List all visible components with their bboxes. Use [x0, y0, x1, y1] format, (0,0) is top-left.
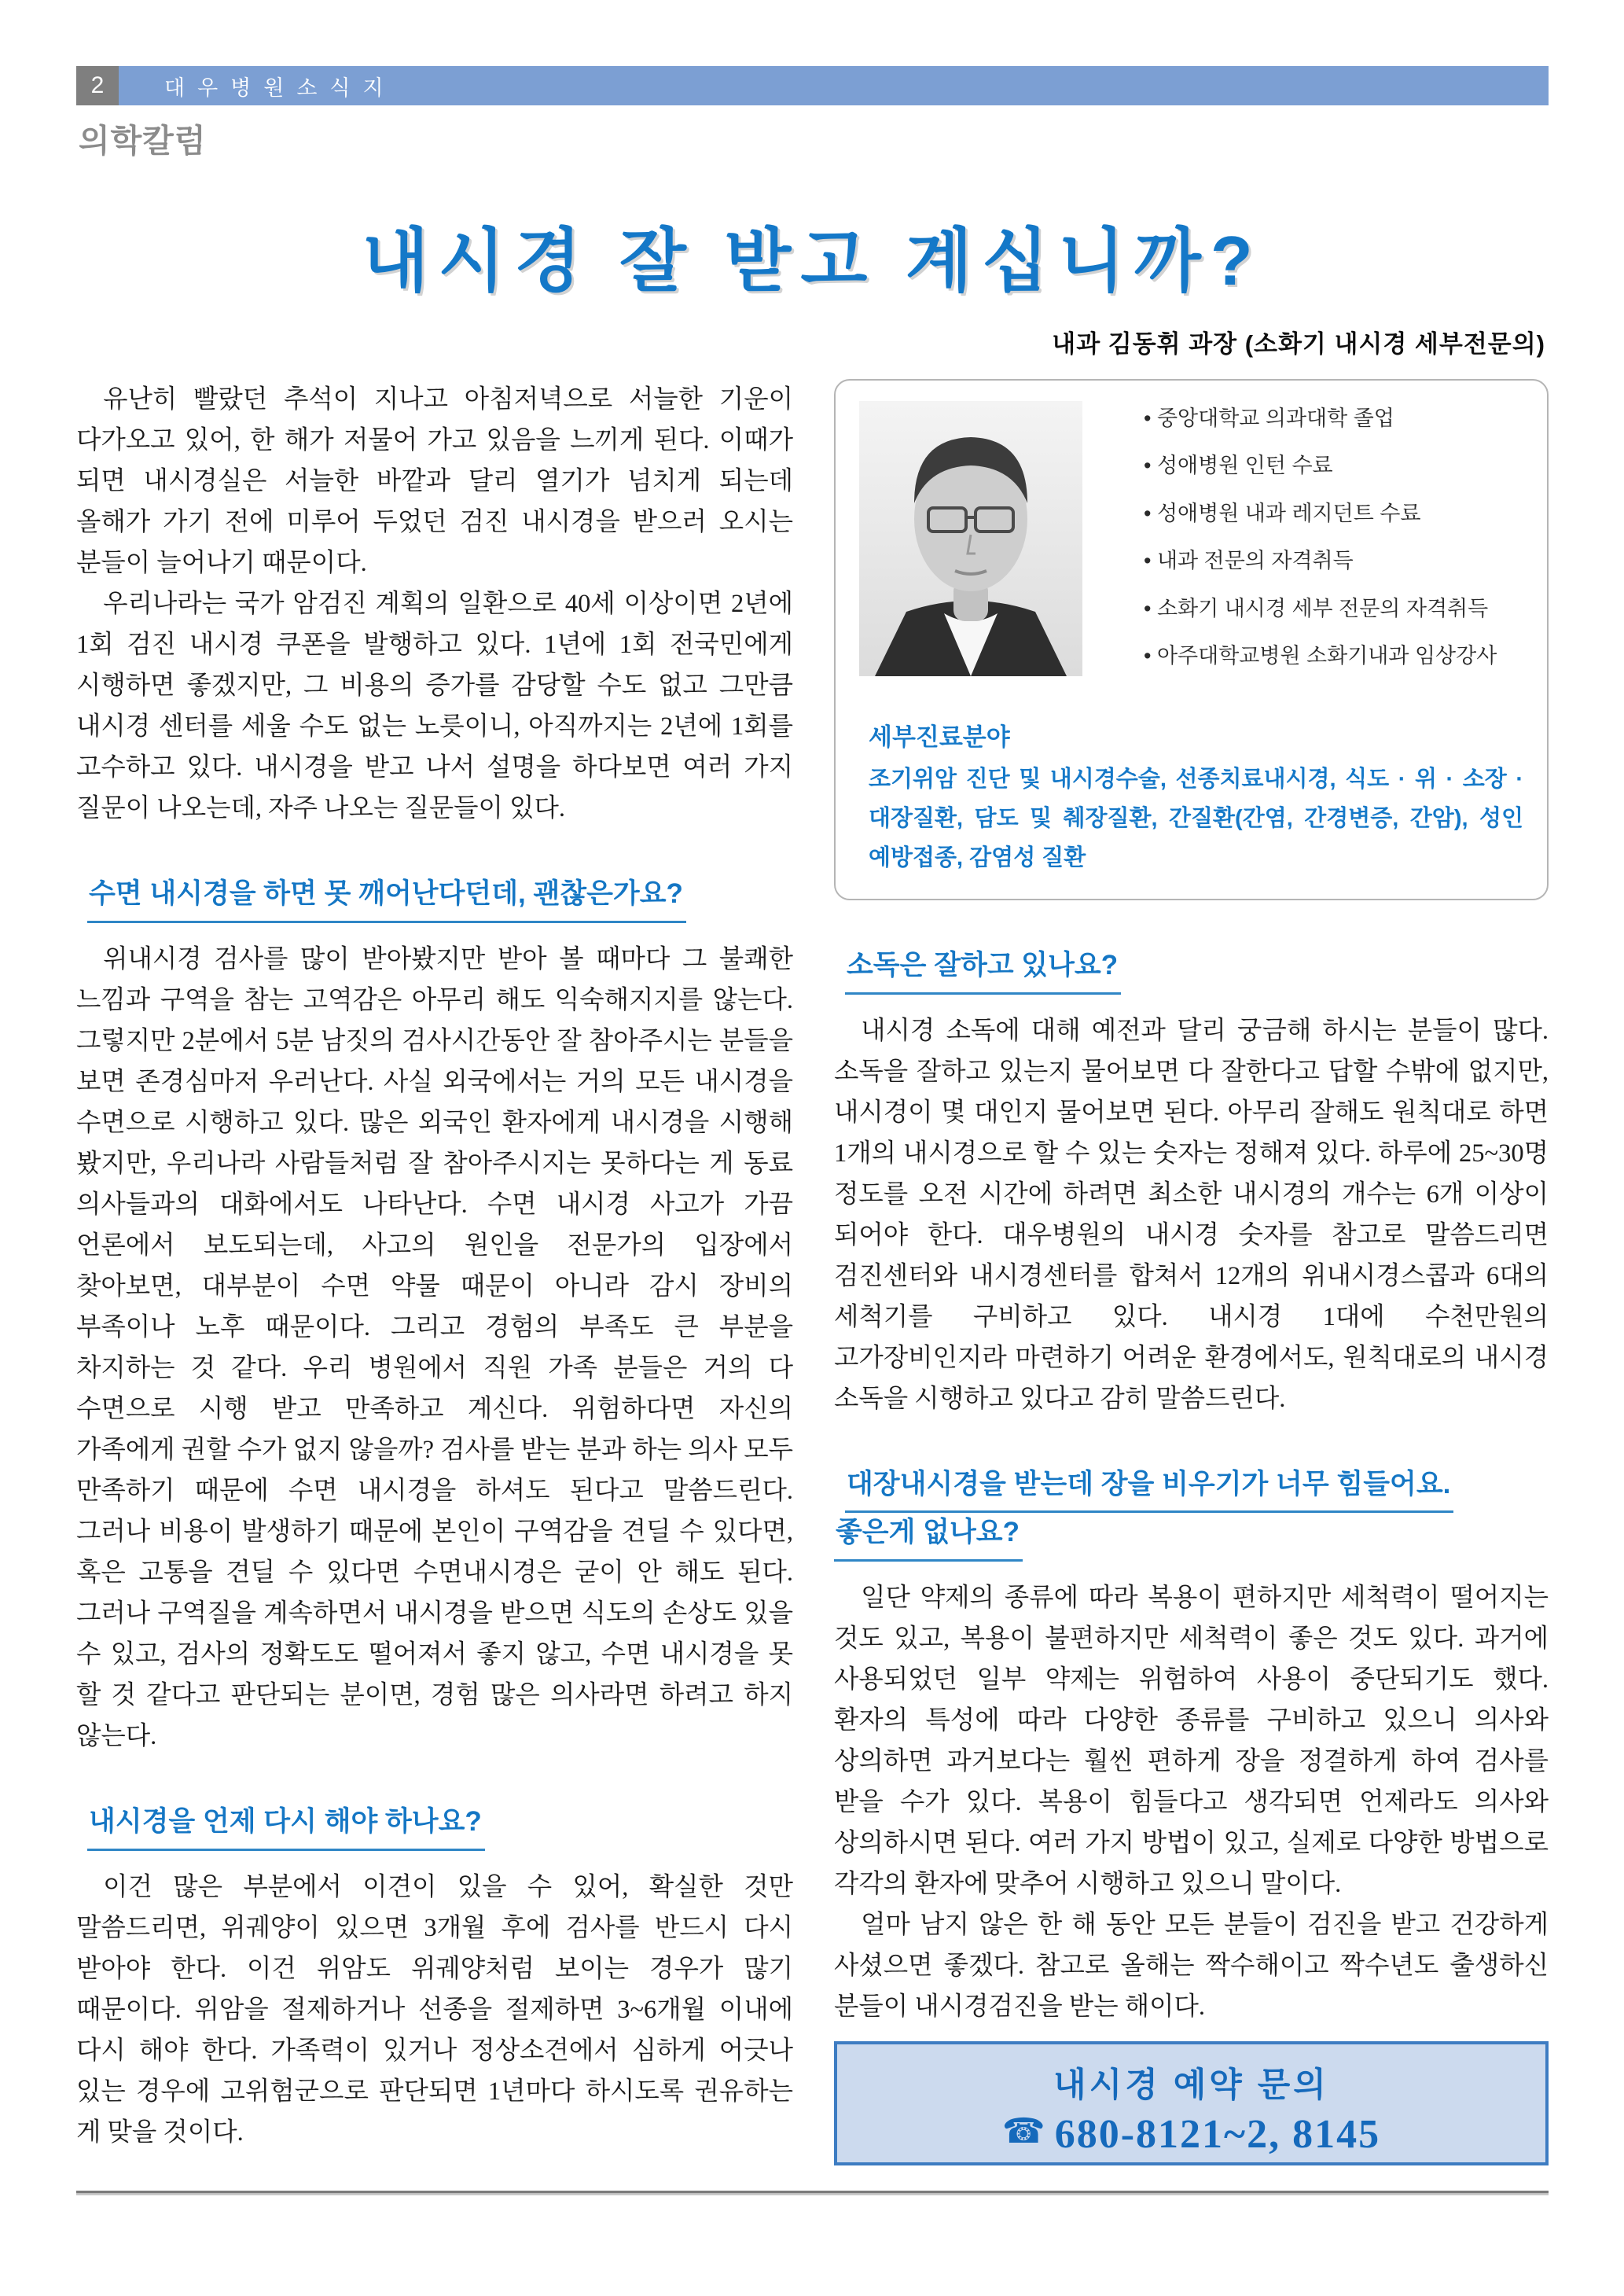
- qa-section-when-repeat: [76, 1802, 793, 2153]
- doctor-profile-box: [834, 379, 1549, 900]
- qa-section-disinfection: [834, 946, 1549, 1419]
- intro-paragraph: 유난히 빨랐던 추석이 지나고 아침저녁으로 서늘한 기운이 다가오고 있어, 한 해가 저물어 가고 있음을 느끼게 된다. 이때가 되면 내시경실은 서늘한 바깥과 달리 열기가 넘치게 되는데 올해가 가기 전에 미루어 두었던 검진 내시경을 받으러 오시는 분들이 늘어나기 때문이다.: [76, 385, 793, 577]
- qa-heading: 대장내시경을 받는데 장을 비우기가 너무 힘들어요. 좋은게 없나요?: [834, 1465, 1549, 1562]
- specialty-block: [859, 717, 1523, 878]
- credential-item: • 내과 전문의 자격취득: [1144, 548, 1497, 573]
- contact-title: 내시경 예약 문의: [1053, 2066, 1329, 2105]
- credential-item: • 성애병원 내과 레지던트 수료: [1144, 501, 1497, 526]
- qa-body: 이건 많은 부분에서 이견이 있을 수 있어, 확실한 것만 말씀드리면, 위궤양이 있으면 3개월 후에 검사를 반드시 다시 받아야 한다. 이건 위암도 위궤양처럼 보이는 경우가 많기 때문이다. 위암을 절제하거나 선종을 절제하면 3~6개월 이내에 다시 해야 한다. 가족력이 있거나 정상소견에서 심하게 어긋나 있는 경우에 고위험군으로 판단되면 1년마다 하시도록 권유하는 게 맞을 것이다.: [76, 1872, 793, 2147]
- specialty-title: 세부진료분야: [869, 723, 1010, 752]
- article-columns: [76, 379, 1549, 2165]
- footer-divider: [76, 2191, 1549, 2195]
- profile-top: [859, 401, 1523, 690]
- credentials-list: [1082, 406, 1497, 690]
- qa-body: 내시경 소독에 대해 예전과 달리 궁금해 하시는 분들이 많다. 소독을 잘하고 있는지 물어보면 다 잘한다고 답할 수밖에 없지만, 내시경이 몇 대인지 물어보면 된다. 아무리 잘해도 원칙대로 하면 1개의 내시경으로 할 수 있는 숫자는 정해져 있다. 하루에 25~30명 정도를 오전 시간에 하려면 최소한 내시경의 개수는 6개 이상이 되어야 한다. 대우병원의 내시경 숫자를 참고로 말씀드리면 검진센터와 내시경센터를 합쳐서 12개의 위내시경스콥과 6대의 세척기를 구비하고 있다. 내시경 1대에 수천만원의 고가장비인지라 마련하기 어려운 환경에서도, 원칙대로의 내시경 소독을 시행하고 있다고 감히 말씀드린다.: [834, 1016, 1549, 1413]
- qa-heading: 소독은 잘하고 있나요?: [834, 946, 1549, 995]
- section-label: 의학칼럼: [79, 123, 207, 159]
- credential-item: • 중앙대학교 의과대학 졸업: [1144, 406, 1497, 431]
- newsletter-title: 대우병원소식지: [164, 75, 396, 100]
- credential-item: • 아주대학교병원 소화기내과 임상강사: [1144, 643, 1497, 668]
- specialty-text: 조기위암 진단 및 내시경수술, 선종치료내시경, 식도 · 위 · 소장 · 대장질환, 담도 및 췌장질환, 간질환(간염, 간경변증, 간암), 성인 예방접종, 감염성 질환: [869, 767, 1523, 871]
- credential-item: • 성애병원 인턴 수료: [1144, 453, 1497, 478]
- qa-heading: 내시경을 언제 다시 해야 하나요?: [76, 1802, 793, 1851]
- header-title-bar: [119, 66, 1549, 105]
- qa-section-sleep-endoscopy: [76, 874, 793, 1757]
- phone-number: 680-8121~2, 8145: [1054, 2112, 1381, 2158]
- qa-heading: 수면 내시경을 하면 못 깨어난다던데, 괜찮은가요?: [76, 874, 793, 923]
- qa-body: 일단 약제의 종류에 따라 복용이 편하지만 세척력이 떨어지는 것도 있고, 복용이 불편하지만 세척력이 좋은 것도 있다. 과거에 사용되었던 일부 약제는 위험하여 사용이 중단되기도 했다. 환자의 특성에 따라 다양한 종류를 구비하고 있으니 의사와 상의하면 과거보다는 훨씬 편하게 장을 정결하게 하여 검사를 받을 수가 있다. 복용이 힘들다고 생각되면 언제라도 의사와 상의하시면 된다. 여러 가지 방법이 있고, 실제로 다양한 방법으로 각각의 환자에 맞추어 시행하고 있으니 말이다.: [834, 1584, 1549, 1899]
- right-column: [834, 379, 1549, 2165]
- contact-phone: [837, 2111, 1545, 2158]
- page-number: 2: [76, 66, 119, 105]
- left-column: [76, 379, 793, 2165]
- byline: 내과 김동휘 과장 (소화기 내시경 세부전문의): [1052, 330, 1545, 358]
- reservation-contact-box: [834, 2041, 1549, 2165]
- intro-paragraph: 우리나라는 국가 암검진 계획의 일환으로 40세 이상이면 2년에 1회 검진 내시경 쿠폰을 발행하고 있다. 1년에 1회 전국민에게 시행하면 좋겠지만, 그 비용의 증가를 감당할 수도 없고 그만큼 내시경 센터를 세울 수도 없는 노릇이니, 아직까지는 2년에 1회를 고수하고 있다. 내시경을 받고 나서 설명을 하다보면 여러 가지 질문이 나오는데, 자주 나오는 질문들이 있다.: [76, 590, 793, 822]
- article-title: 내시경 잘 받고 계십니까?: [362, 222, 1262, 300]
- phone-icon: ☎: [1001, 2111, 1047, 2152]
- qa-body: 위내시경 검사를 많이 받아봤지만 받아 볼 때마다 그 불쾌한 느낌과 구역을 참는 고역감은 아무리 해도 익숙해지지를 않는다. 그렇지만 2분에서 5분 남짓의 검사시간동안 잘 참아주시는 분들을 보면 존경심마저 우러난다. 사실 외국에서는 거의 모든 내시경을 수면으로 시행하고 있다. 많은 외국인 환자에게 내시경을 시행해 봤지만, 우리나라 사람들처럼 잘 참아주시지는 못하다는 게 동료 의사들과의 대화에서도 나타난다. 수면 내시경 사고가 가끔 언론에서 보도되는데, 사고의 원인을 전문가의 입장에서 찾아보면, 대부분이 수면 약물 때문이 아니라 감시 장비의 부족이나 노후 때문이다. 그리고 경험의 부족도 큰 부분을 차지하는 것 같다. 우리 병원에서 직원 가족 분들은 거의 다 수면으로 시행 받고 만족하고 계신다. 위험하다면 자신의 가족에게 권할 수가 없지 않을까? 검사를 받는 분과 하는 의사 모두 만족하기 때문에 수면 내시경을 하셔도 된다고 말씀드린다. 그러나 비용이 발생하기 때문에 본인이 구역감을 견딜 수 있다면, 혹은 고통을 견딜 수 있다면 수면내시경은 굳이 안 해도 된다. 그러나 구역질을 계속하면서 내시경을 받으면 식도의 손상도 있을 수 있고, 검사의 정확도도 떨어져서 좋지 않고, 수면 내시경을 못 할 것 같다고 판단되는 분이면, 경험 많은 의사라면 하려고 하지 않는다.: [76, 944, 793, 1750]
- qa-section-bowel-prep: [834, 1465, 1549, 2028]
- header-bar: [76, 66, 1549, 105]
- doctor-photo: [859, 401, 1082, 676]
- credential-item: • 소화기 내시경 세부 전문의 자격취득: [1144, 596, 1497, 621]
- qa-body: 얼마 남지 않은 한 해 동안 모든 분들이 검진을 받고 건강하게 사셨으면 좋겠다. 참고로 올해는 짝수해이고 짝수년도 출생하신 분들이 내시경검진을 받는 해이다.: [834, 1911, 1549, 2022]
